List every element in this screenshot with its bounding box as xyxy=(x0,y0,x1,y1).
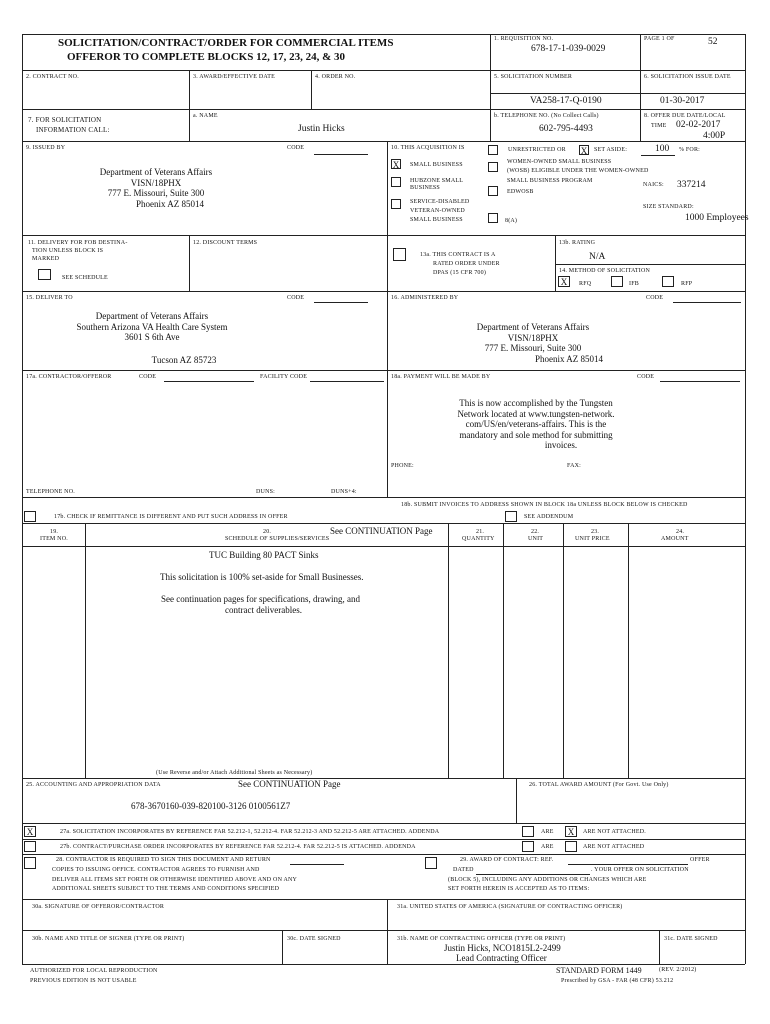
naics-label: NAICS: xyxy=(643,182,664,188)
hubzone-checkbox[interactable] xyxy=(391,177,401,187)
issued-by-code-label: CODE xyxy=(287,145,305,151)
contact-name: Justin Hicks xyxy=(298,124,345,134)
co-date-signed-label: 31c. DATE SIGNED xyxy=(664,936,718,942)
offer-due-label: 8. OFFER DUE DATE/LOCAL xyxy=(644,113,726,119)
wosb-label-3: SMALL BUSINESS PROGRAM xyxy=(507,178,593,184)
clause-27b-text: 27b. CONTRACT/PURCHASE ORDER INCORPORATES BY REFERENCE FAR 52.212-4. FAR 52.212-5 IS ATTACHED. ADDENDA xyxy=(60,844,416,850)
deliver-to-line: 3601 S 6th Ave xyxy=(124,332,180,342)
contractor-code-label: CODE xyxy=(139,374,157,380)
offeror-date-signed-label: 30c. DATE SIGNED xyxy=(287,936,341,942)
award-date-label: 3. AWARD/EFFECTIVE DATE xyxy=(193,74,275,80)
signer-name-label: 30b. NAME AND TITLE OF SIGNER (TYPE OR PRINT) xyxy=(32,936,185,942)
method-label: 14. METHOD OF SOLICITATION xyxy=(559,268,651,274)
issued-by-line: Phoenix AZ 85014 xyxy=(135,198,204,209)
unrestricted-checkbox[interactable] xyxy=(488,145,498,155)
col-unit-number: 22. xyxy=(531,529,540,535)
footer-reproduction: AUTHORIZED FOR LOCAL REPRODUCTION xyxy=(30,968,158,974)
co-title: Lead Contracting Officer xyxy=(456,953,547,963)
set-aside-label: SET ASIDE: xyxy=(594,147,628,153)
schedule-continuation: See CONTINUATION Page xyxy=(330,526,433,536)
time-label: TIME xyxy=(651,123,667,129)
clause-28-checkbox[interactable] xyxy=(24,857,36,869)
payment-line: com/US/en/veterans-affairs. This is the xyxy=(465,419,607,429)
edwosb-label: EDWOSB xyxy=(507,189,534,195)
ifb-checkbox[interactable] xyxy=(611,276,623,287)
see-schedule-checkbox[interactable] xyxy=(38,269,51,280)
clause-29-line3: (BLOCK 5), INCLUDING ANY ADDITIONS OR CHANGES WHICH ARE xyxy=(448,877,647,883)
wosb-label-1: WOMEN-OWNED SMALL BUSINESS xyxy=(507,159,612,165)
rfq-label: RFQ xyxy=(579,281,592,287)
size-standard: 1000 Employees xyxy=(685,213,749,223)
administered-by-code-label: CODE xyxy=(646,295,664,301)
unrestricted-label: UNRESTRICTED OR xyxy=(508,147,566,153)
deliver-to-address xyxy=(62,311,242,365)
administered-by-address xyxy=(463,322,603,364)
info-call-label-2: INFORMATION CALL: xyxy=(36,126,110,134)
eight-a-label: 8(A) xyxy=(505,218,518,224)
clause-28-line3: DELIVER ALL ITEMS SET FORTH OR OTHERWISE IDENTIFIED ABOVE AND ON ANY xyxy=(52,877,298,883)
clause-27a-are-label: ARE xyxy=(541,829,554,835)
see-schedule-label: SEE SCHEDULE xyxy=(62,275,108,281)
clause-27b-checkbox[interactable] xyxy=(24,841,36,852)
administered-by-line: 777 E. Missouri, Suite 300 xyxy=(484,343,582,353)
item-deliverables-note: contract deliverables. xyxy=(225,605,302,615)
fob-label-1: 11. DELIVERY FOR FOB DESTINA- xyxy=(28,240,128,246)
page-total: 52 xyxy=(708,37,718,47)
page-label: PAGE 1 OF xyxy=(644,36,675,42)
requisition-label: 1. REQUISITION NO. xyxy=(494,36,554,42)
payment-line: Network located at www.tungsten-network. xyxy=(457,408,615,419)
small-business-checkbox[interactable]: X xyxy=(392,160,400,170)
clause-27b-not-attached-label: ARE NOT ATTACHED xyxy=(583,844,645,850)
issue-date: 01-30-2017 xyxy=(660,96,705,106)
payment-phone-label: PHONE: xyxy=(391,463,414,469)
set-aside-checkbox[interactable]: X xyxy=(580,146,588,156)
wosb-checkbox[interactable] xyxy=(488,162,498,172)
signature-co-label: 31a. UNITED STATES OF AMERICA (SIGNATURE OF CONTRACTING OFFICER) xyxy=(397,904,623,910)
payment-instructions xyxy=(446,398,626,451)
payment-code-label: CODE xyxy=(637,374,655,380)
clause-29-line4: SET FORTH HEREIN IS ACCEPTED AS TO ITEMS: xyxy=(448,886,590,892)
rated-order-checkbox[interactable] xyxy=(393,248,406,261)
clause-28-line4: ADDITIONAL SHEETS SUBJECT TO THE TERMS AND CONDITIONS SPECIFIED xyxy=(52,886,280,892)
sdvosb-label-3: SMALL BUSINESS xyxy=(410,217,463,223)
eight-a-checkbox[interactable] xyxy=(488,213,498,223)
hubzone-label-2: BUSINESS xyxy=(410,185,440,191)
payment-line: invoices. xyxy=(544,440,578,450)
issued-by-line: 777 E. Missouri, Suite 300 xyxy=(107,188,205,198)
co-name: Justin Hicks, NCO1815L2-2499 xyxy=(444,943,561,953)
ifb-label: IFB xyxy=(629,281,639,287)
footer-prescribed: Prescribed by GSA - FAR (48 CFR) 53.212 xyxy=(561,978,674,984)
hubzone-label-1: HUBZONE SMALL xyxy=(410,178,464,184)
solicitation-number-label: 5. SOLICITATION NUMBER xyxy=(494,74,573,80)
issued-by-line: VISN/18PHX xyxy=(130,177,182,188)
deliver-to-label: 15. DELIVER TO xyxy=(26,295,73,301)
accounting-continuation: See CONTINUATION Page xyxy=(238,779,341,789)
issued-by-label: 9. ISSUED BY xyxy=(26,145,66,151)
clause-27a-are-checkbox[interactable] xyxy=(522,826,534,837)
clause-27a-not-attached-checkbox[interactable]: X xyxy=(565,826,577,837)
contractor-label: 17a. CONTRACTOR/OFFEROR xyxy=(26,374,112,380)
contract-number-label: 2. CONTRACT NO. xyxy=(26,74,79,80)
addendum-label: SEE ADDENDUM xyxy=(524,514,574,520)
percent-for-label: % FOR: xyxy=(679,147,701,153)
footer-previous-edition: PREVIOUS EDITION IS NOT USABLE xyxy=(30,978,137,984)
accounting-label: 25. ACCOUNTING AND APPROPRIATION DATA xyxy=(26,782,161,788)
col-amount-label: AMOUNT xyxy=(661,536,689,542)
clause-27a-checkbox[interactable]: X xyxy=(24,826,36,837)
accounting-data: 678-3670160-039-820100-3126 0100561Z7 xyxy=(131,801,291,811)
remittance-label: 17b. CHECK IF REMITTANCE IS DIFFERENT AND PUT SUCH ADDRESS IN OFFER xyxy=(54,514,288,520)
issued-by-address xyxy=(86,167,226,209)
sdvosb-label-1: SERVICE-DISABLED xyxy=(410,199,470,205)
clause-29-offer: OFFER xyxy=(690,857,710,863)
contractor-telephone-label: TELEPHONE NO. xyxy=(26,489,75,495)
form-title-line1: SOLICITATION/CONTRACT/ORDER FOR COMMERCIAL ITEMS xyxy=(58,37,394,49)
total-award-label: 26. TOTAL AWARD AMOUNT (For Govt. Use Only) xyxy=(529,782,669,788)
telephone-label: b. TELEPHONE NO. (No Collect Calls) xyxy=(494,113,599,119)
footer-revision: (REV. 2/2012) xyxy=(659,967,697,973)
edwosb-checkbox[interactable] xyxy=(488,186,498,196)
duns-label: DUNS: xyxy=(256,489,276,495)
co-name-label: 31b. NAME OF CONTRACTING OFFICER (TYPE OR PRINT) xyxy=(397,936,566,942)
col-unit-price-label: UNIT PRICE xyxy=(575,536,610,542)
submit-invoices-label: 18b. SUBMIT INVOICES TO ADDRESS SHOWN IN BLOCK 18a UNLESS BLOCK BELOW IS CHECKED xyxy=(401,502,688,508)
clause-28-line2: COPIES TO ISSUING OFFICE. CONTRACTOR AGREES TO FURNISH AND xyxy=(52,867,260,873)
rfq-checkbox[interactable]: X xyxy=(558,276,570,287)
duns4-label: DUNS+4: xyxy=(331,489,357,495)
signature-offeror-label: 30a. SIGNATURE OF OFFEROR/CONTRACTOR xyxy=(32,904,165,910)
clause-29-checkbox[interactable] xyxy=(425,857,437,869)
payment-label: 18a. PAYMENT WILL BE MADE BY xyxy=(391,374,491,380)
col-amount-number: 24. xyxy=(676,529,685,535)
issued-by-line: Department of Veterans Affairs xyxy=(99,167,213,177)
rfp-label: RFP xyxy=(681,281,693,287)
deliver-to-line: Southern Arizona VA Health Care System xyxy=(76,321,228,332)
col-quantity-label: QUANTITY xyxy=(462,536,495,542)
form-title-line2: OFFEROR TO COMPLETE BLOCKS 12, 17, 23, 24, & 30 xyxy=(67,51,345,63)
set-aside-percent: 100 xyxy=(655,144,670,154)
deliver-to-line: Department of Veterans Affairs xyxy=(95,311,209,321)
col-schedule-number: 20. xyxy=(263,529,272,535)
clause-27a-text: 27a. SOLICITATION INCORPORATES BY REFERENCE FAR 52.212-1, 52.212-4. FAR 52.212-3 AND 52.212-5 ARE ATTACHED. ADDENDA xyxy=(60,829,440,835)
requisition-number: 678-17-1-039-0029 xyxy=(531,44,606,54)
col-schedule-label: SCHEDULE OF SUPPLIES/SERVICES xyxy=(225,536,330,542)
rating-label: 13b. RATING xyxy=(559,240,596,246)
clause-29-dated: DATED xyxy=(453,867,474,873)
administered-by-line: VISN/18PHX xyxy=(507,332,559,343)
item-continuation-note: See continuation pages for specifications, drawing, and xyxy=(161,594,360,604)
clause-27b-are-label: ARE xyxy=(541,844,554,850)
remittance-checkbox[interactable] xyxy=(24,511,36,522)
clause-28-line1: 28. CONTRACTOR IS REQUIRED TO SIGN THIS DOCUMENT AND RETURN xyxy=(56,857,271,863)
clause-27b-are-checkbox[interactable] xyxy=(522,841,534,852)
info-call-label-1: 7. FOR SOLICITATION xyxy=(28,116,102,124)
telephone-number: 602-795-4493 xyxy=(539,124,593,134)
solicitation-number: VA258-17-Q-0190 xyxy=(530,96,602,106)
administered-by-label: 16. ADMINISTERED BY xyxy=(391,295,459,301)
administered-by-line: Phoenix AZ 85014 xyxy=(535,353,604,364)
sdvosb-checkbox[interactable] xyxy=(391,199,401,209)
name-label: a. NAME xyxy=(193,113,218,119)
clause-29-line1: 29. AWARD OF CONTRACT: REF. xyxy=(460,857,554,863)
clause-29-line2: . YOUR OFFER ON SOLICITATION xyxy=(591,867,689,873)
footer-form-number: STANDARD FORM 1449 xyxy=(556,966,642,975)
facility-code-label: FACILITY CODE xyxy=(260,374,308,380)
deliver-to-code-label: CODE xyxy=(287,295,305,301)
offer-due-date: 02-02-2017 xyxy=(676,120,721,130)
schedule-footnote: (Use Reverse and/or Attach Additional Sheets as Necessary) xyxy=(156,770,313,776)
rfp-checkbox[interactable] xyxy=(662,276,674,287)
fob-label-3: MARKED xyxy=(32,256,60,262)
fob-label-2: TION UNLESS BLOCK IS xyxy=(32,248,104,254)
administered-by-line: Department of Veterans Affairs xyxy=(476,322,590,332)
wosb-label-2: (WOSB) ELIGIBLE UNDER THE WOMEN-OWNED xyxy=(507,168,649,174)
rating-value: N/A xyxy=(589,252,606,262)
offer-due-time: 4:00P xyxy=(703,131,726,141)
order-number-label: 4. ORDER NO. xyxy=(315,74,356,80)
rated-order-label-3: DPAS (15 CFR 700) xyxy=(433,270,487,276)
sdvosb-label-2: VETERAN-OWNED xyxy=(410,208,465,214)
discount-terms-label: 12. DISCOUNT TERMS xyxy=(193,240,258,246)
rated-order-label-2: RATED ORDER UNDER xyxy=(433,261,500,267)
clause-27b-not-attached-checkbox[interactable] xyxy=(565,841,577,852)
rated-order-label-1: 13a. THIS CONTRACT IS A xyxy=(420,252,496,258)
item-title: TUC Building 80 PACT Sinks xyxy=(209,550,319,560)
payment-line: mandatory and sole method for submitting xyxy=(459,429,613,440)
item-set-aside-note: This solicitation is 100% set-aside for Small Businesses. xyxy=(160,572,364,582)
acquisition-label: 10. THIS ACQUISITION IS xyxy=(391,145,465,151)
clause-27a-not-attached-label: ARE NOT ATTACHED. xyxy=(583,829,646,835)
col-unit-price-number: 23. xyxy=(591,529,600,535)
payment-fax-label: FAX: xyxy=(567,463,582,469)
addendum-checkbox[interactable] xyxy=(505,511,517,522)
deliver-to-line: Tucson AZ 85723 xyxy=(151,354,217,365)
col-unit-label: UNIT xyxy=(528,536,544,542)
size-standard-label: SIZE STANDARD: xyxy=(643,204,694,210)
col-quantity-number: 21. xyxy=(476,529,485,535)
col-item-number: 19. xyxy=(50,529,59,535)
issue-date-label: 6. SOLICITATION ISSUE DATE xyxy=(644,74,731,80)
payment-line: This is now accomplished by the Tungsten xyxy=(459,398,613,408)
naics-code: 337214 xyxy=(677,180,706,190)
col-item-label: ITEM NO. xyxy=(40,536,68,542)
small-business-label: SMALL BUSINESS xyxy=(410,162,463,168)
